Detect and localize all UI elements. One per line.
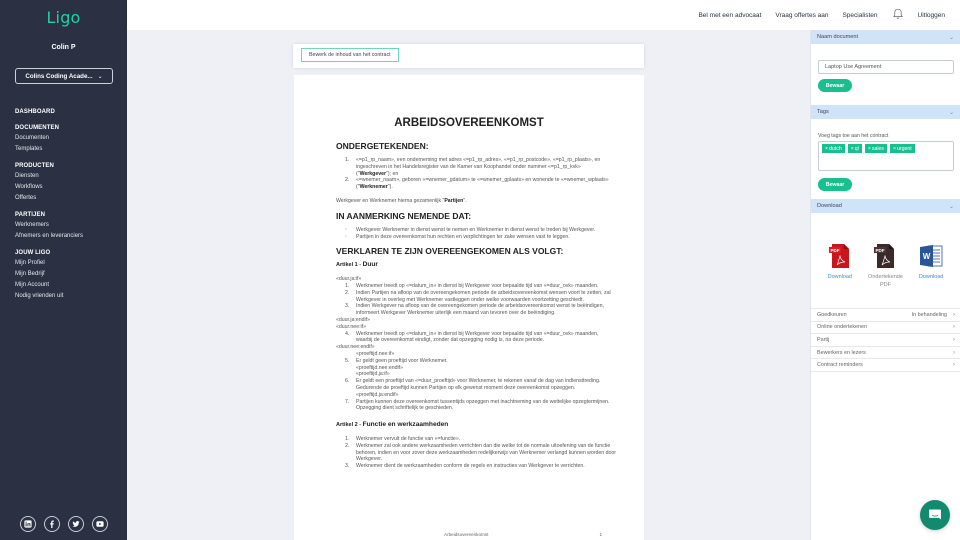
name-section-header[interactable]: Naam document ⌄ [811, 30, 960, 44]
template-tag: «duur.ja:if» [336, 276, 362, 283]
specialists-link[interactable]: Specialisten [842, 11, 878, 19]
tags-section-body [811, 119, 960, 199]
list-item: 2. Werknemer zal ook andere werkzaamheden verrichten dan die welke tot de normale uitoefening van de functie behoren, indien en voor zover deze werkzaamheden redelijkerwijs van Werknemer verlangd kunnen worden door Werkgever. [345, 442, 617, 463]
chevron-right-icon: › [953, 362, 955, 369]
ligo-logo[interactable]: Ligo [46, 8, 81, 27]
list-item: 3. Indien Werkgever na afloop van de overeengekomen periode de arbeidsovereenkomst wenst te beëindigen, informeert Werkgever Werknemer uiterlijk een maand van tevoren over de beëindiging. [345, 303, 604, 317]
download-section-header[interactable]: Download ⌄ [811, 199, 960, 213]
nav-item-mijn-profiel[interactable]: Mijn Profiel [15, 260, 45, 266]
linkedin-icon[interactable] [20, 516, 36, 532]
chevron-right-icon: › [953, 349, 955, 356]
save-name-button[interactable]: Bewaar [818, 79, 852, 92]
row-online-ondertekenen[interactable]: Online ondertekenen › [811, 322, 960, 335]
heading-verklaren: VERKLAREN TE ZIJN OVEREENGEKOMEN ALS VOLGT: [336, 246, 564, 257]
nav-section-dashboard [15, 107, 83, 117]
nav-heading-documenten[interactable]: DOCUMENTEN [15, 125, 59, 131]
heading-ondergetekenden: ONDERGETEKENDEN: [336, 141, 429, 151]
chevron-down-icon: ⌄ [948, 34, 954, 41]
document-title: ARBEIDSOVEREENKOMST [394, 117, 544, 129]
top-bar [127, 0, 960, 30]
svg-text:PDF: PDF [830, 248, 840, 253]
nav-item-afnemers[interactable]: Afnemers en leveranciers [15, 233, 84, 239]
bell-icon[interactable] [892, 8, 904, 22]
nav-dashboard[interactable]: DASHBOARD [15, 109, 55, 115]
svg-text:W: W [922, 252, 931, 261]
download-word[interactable]: W Download [909, 243, 953, 308]
parties-list [336, 157, 616, 191]
chat-button[interactable] [920, 500, 950, 530]
tag-chip[interactable]: × urgent [890, 144, 915, 153]
signed-pdf-icon [873, 243, 897, 269]
page-footer [294, 532, 644, 540]
nav-heading-producten[interactable]: PRODUCTEN [15, 163, 54, 169]
template-tag: «duur.nee:endif» [336, 344, 375, 351]
nav-item-mijn-account[interactable]: Mijn Account [15, 282, 50, 288]
document-page [294, 75, 644, 540]
list-item: ▫ Partijen in deze overeenkomst hun rechten en verplichtingen ter zake wensen vast te leggen. [345, 233, 570, 240]
remove-tag-icon: × [825, 145, 829, 152]
sidebar [0, 0, 127, 540]
template-tag: «proeftijd.nee:if» [356, 350, 395, 357]
download-signed-pdf[interactable]: PDF Ondertekende PDF [863, 243, 907, 308]
nav-item-werknemers[interactable]: Werknemers [15, 222, 49, 228]
list-item: ▫ Werkgever Werknemer in dienst wenst te nemen en Werknemer in dienst wenst te treden bij Werkgever. [345, 226, 596, 233]
pdf-icon [828, 243, 852, 269]
nav-item-documenten[interactable]: Documenten [15, 135, 50, 141]
remove-tag-icon: × [850, 145, 854, 152]
nav-heading-jouw-ligo[interactable]: JOUW LIGO [15, 250, 51, 256]
contract-actions [811, 308, 960, 372]
list-item: 2. «=wnemer_naam», geboren «=wnemer_gdatum» te «=wnemer_gplaats» en wonende te «=wnemer_wplaats» ("Werknemer"). [345, 177, 609, 191]
tag-chip[interactable]: × ql [848, 144, 862, 153]
list-item: 4. Werknemer treedt op «=datum_in» in dienst bij Werkgever voor bepaalde tijd van «=duur_ovk» maanden, waarbij de overeenkomst eindigt, zonder dat opzegging nodig is, na deze periode. [345, 330, 599, 344]
chevron-down-icon: ⌄ [948, 109, 954, 116]
top-nav [698, 0, 945, 30]
nav-section-partijen [15, 210, 83, 242]
template-tag: «proeftijd.ja:endif» [356, 391, 399, 398]
remove-tag-icon: × [867, 145, 871, 152]
list-item: 6. Er geldt een proeftijd van «=duur_proeftijd» voor Werknemer, te rekenen vanaf de dag van indiensttreding. Gedurende de proeftijd kunnen Partijen op elk gewenst moment deze overeenkomst opzeggen. [345, 378, 601, 391]
download-options [811, 213, 960, 308]
nav-section-producten [15, 161, 83, 204]
chevron-right-icon: › [953, 336, 955, 343]
parties-definition: Werkgever en Werknemer hierna gezamenlijk "Partijen". [336, 197, 467, 204]
nav-item-diensten[interactable]: Diensten [15, 173, 39, 179]
download-pdf[interactable]: PDF Download [818, 243, 862, 308]
nav-heading-partijen[interactable]: PARTIJEN [15, 212, 46, 218]
row-partij[interactable]: Partij › [811, 334, 960, 347]
heading-aanmerking: IN AANMERKING NEMENDE DAT: [336, 210, 472, 221]
footer-title: Arbeidsovereenkomst [444, 532, 489, 537]
row-goedkeuren[interactable]: Goedkeuren In behandeling › [811, 309, 960, 322]
template-tag: «proeftijd.nee:endif» [356, 364, 404, 371]
svg-text:PDF: PDF [875, 248, 885, 253]
page-number: 1 [599, 532, 602, 537]
list-item: 1. Werknemer treedt op «=datum_in» in dienst bij Werkgever voor bepaalde tijd van «=duur_ovk» maanden. [345, 282, 599, 289]
nav-section-documenten [15, 123, 83, 155]
social-links [20, 516, 108, 532]
template-tag: «duur.nee:if» [336, 323, 366, 330]
tag-chip[interactable]: × sales [865, 144, 887, 153]
nav-item-workflows[interactable]: Workflows [15, 184, 43, 190]
chevron-down-icon: ⌄ [948, 203, 954, 210]
nav-item-nodig-vrienden[interactable]: Nodig vrienden uit [15, 293, 64, 299]
document-name-input[interactable]: Laptop Use Agreement [818, 60, 954, 74]
facebook-icon[interactable] [44, 516, 60, 532]
article-1-heading: Artikel 1 - Duur [336, 261, 378, 269]
twitter-icon[interactable] [68, 516, 84, 532]
company-select[interactable] [15, 68, 113, 84]
chevron-right-icon: › [953, 324, 955, 331]
sidebar-nav [15, 107, 83, 308]
row-contract-reminders[interactable]: Contract reminders › [811, 359, 960, 372]
edit-contract-button[interactable]: Bewerk de inhoud van het contract [301, 48, 399, 62]
article-2-heading: Artikel 2 - Functie en werkzaamheden [336, 421, 449, 429]
nav-item-offertes[interactable]: Offertes [15, 195, 37, 201]
template-tag: «duur.ja:endif» [336, 316, 371, 323]
nav-item-mijn-bedrijf[interactable]: Mijn Bedrijf [15, 271, 45, 277]
remove-tag-icon: × [892, 145, 896, 152]
call-lawyer-link[interactable]: Bel met een advocaat [698, 11, 762, 19]
word-icon [919, 243, 943, 269]
row-bewerkers-en-lezers[interactable]: Bewerkers en lezers › [811, 347, 960, 360]
right-panel [810, 30, 960, 540]
list-item: 2. Indien Partijen na afloop van de overeengekomen periode de arbeidsovereenkomst wensen voort te zetten, zal Werkgever in overleg met Werknemer vastleggen onder welke voorwaarden voortzetting geschiedt. [345, 289, 611, 303]
youtube-icon[interactable] [92, 516, 108, 532]
logout-link[interactable]: Uitloggen [917, 11, 945, 19]
user-name: Colin P [51, 44, 76, 51]
tag-chip[interactable]: × dutch [822, 144, 845, 153]
save-tags-button[interactable]: Bewaar [818, 178, 852, 191]
list-item: 1. «=p1_rp_naam», een onderneming met adres «=p1_rp_adres», «=p1_rp_postcode», «=p1_rp_plaats», en ingeschreven in het Handelsregister van de Kamer van Koophandel onder nummer «=p1_rp_kvk» ("Werkgever"); en [345, 157, 601, 177]
template-tag: «proeftijd.ja:if» [356, 371, 390, 378]
chevron-right-icon: › [953, 311, 955, 318]
list-item: 3. Werknemer dient de werkzaamheden conform de regels en instructies van Werkgever te verrichten. [345, 463, 585, 470]
approval-status: In behandeling [911, 311, 947, 318]
tags-input[interactable] [818, 141, 954, 171]
request-quotes-link[interactable]: Vraag offertes aan [775, 11, 829, 19]
name-section-body [811, 44, 960, 105]
list-item: 5. Er geldt geen proeftijd voor Werknemer. [345, 357, 448, 364]
list-item: 1. Werknemer vervult de functie van «=functie». [345, 435, 461, 442]
tags-section-header[interactable]: Tags ⌄ [811, 105, 960, 119]
chevron-down-icon: ⌄ [97, 73, 103, 80]
chat-icon [928, 508, 942, 522]
nav-section-jouw-ligo [15, 248, 83, 302]
considerations-list [336, 227, 616, 241]
edit-bar [293, 44, 644, 68]
company-select-value: Colins Coding Acade... [25, 72, 93, 80]
nav-item-templates[interactable]: Templates [15, 146, 43, 152]
list-item: 7. Partijen kunnen deze overeenkomst tussentijds opzeggen met inachtneming van de wettelijke opzegtermijnen. Opzegging dient schriftelijk te geschieden. [345, 398, 610, 412]
tags-label: Voeg tags toe aan het contract [818, 133, 889, 139]
